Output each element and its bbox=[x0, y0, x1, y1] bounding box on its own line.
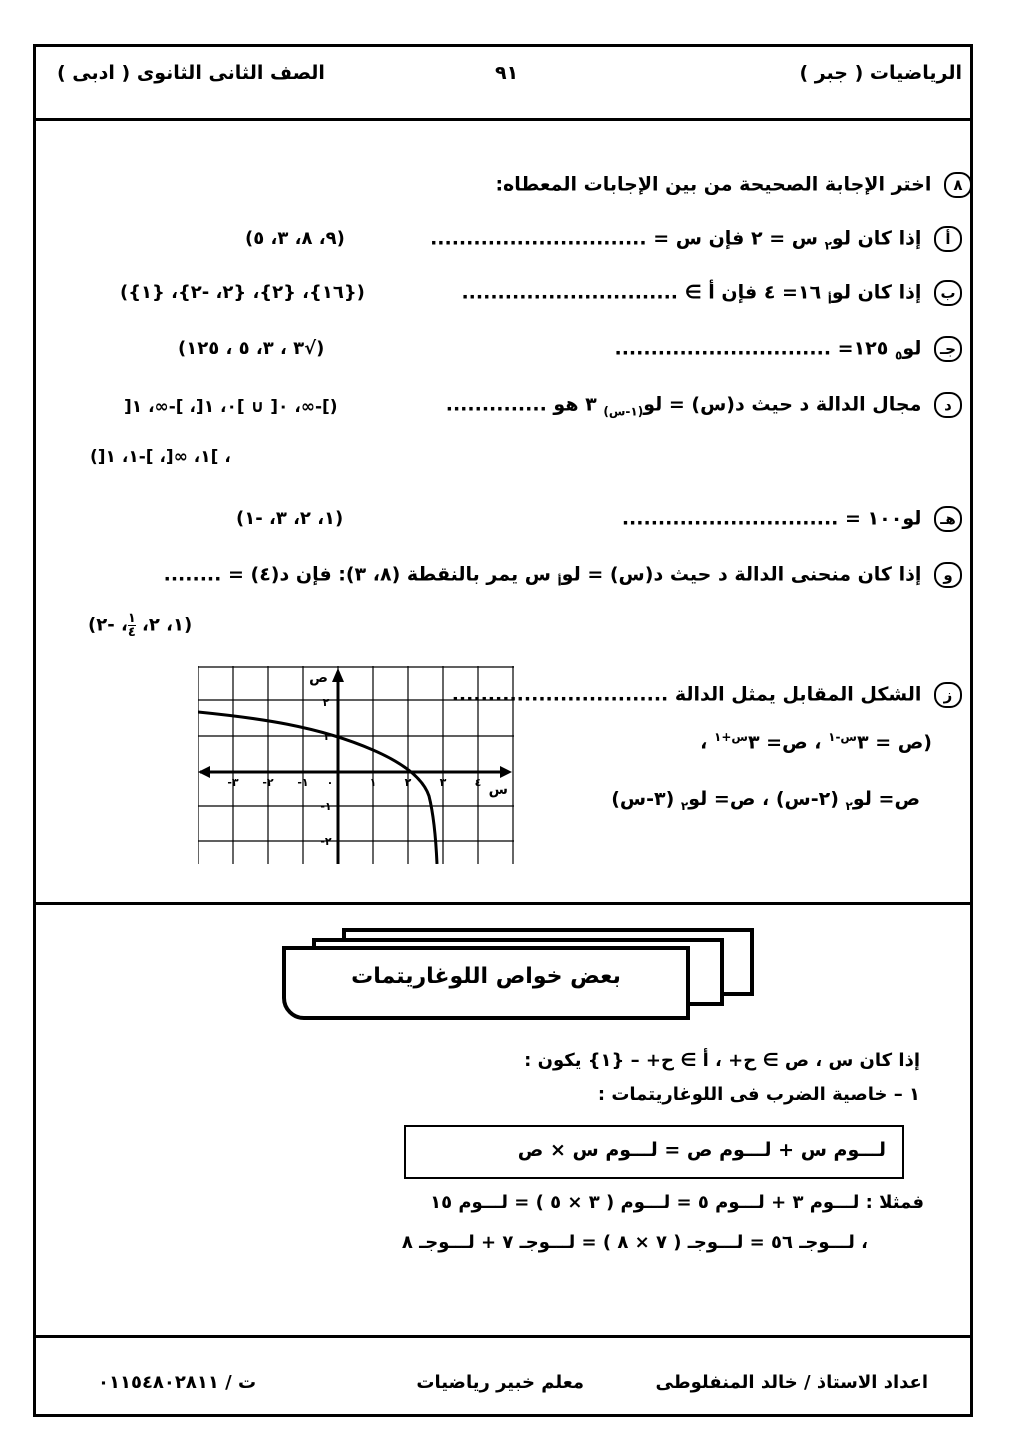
item-d-options-line2: ، ]١، ∞[، ]-١، ١[) bbox=[90, 447, 231, 467]
y-tick: ١ bbox=[322, 730, 330, 743]
y-tick: -٢ bbox=[320, 835, 332, 848]
x-axis-label: س bbox=[488, 782, 508, 798]
header-subject: الرياضيات ( جبر ) bbox=[799, 62, 962, 84]
item-f: و إذا كان منحنى الدالة د حيث د(س) = لو$_أ$ س يمر بالنقطة (٨، ٣): فإن د(٤) = ........ bbox=[164, 562, 962, 588]
formula-box bbox=[404, 1125, 904, 1179]
x-tick: ٣ bbox=[439, 776, 447, 789]
footer-title: معلم خبير رياضيات bbox=[416, 1372, 584, 1393]
item-b-letter: ب bbox=[934, 280, 962, 306]
question-number: ٨ bbox=[944, 172, 972, 198]
log-graph bbox=[198, 666, 514, 864]
item-e-options: (١، ٢، ٣، -١) bbox=[236, 508, 344, 529]
section-intro: إذا كان س ، ص ∋ ح+ ، أ ∋ ح+ – {١} يكون : bbox=[524, 1050, 920, 1071]
item-e-letter: هـ bbox=[934, 506, 962, 532]
item-c-letter: جـ bbox=[934, 336, 962, 362]
y-tick: -١ bbox=[320, 800, 332, 813]
formula-text: لـــوم س + لـــوم ص = لـــوم س × ص bbox=[517, 1139, 886, 1161]
item-f-letter: و bbox=[934, 562, 962, 588]
item-g-options-line1: (ص = $٣^{س-١}$ ، ص= $٣^{س+١}$ ، bbox=[700, 730, 932, 754]
title-box-front bbox=[282, 946, 690, 1020]
item-d: د مجال الدالة د حيث د(س) = لو$_{(١-س)}$ ٣ هو .............. bbox=[446, 392, 962, 418]
section-title: بعض خواص اللوغاريتمات bbox=[351, 964, 621, 989]
item-g: ز الشكل المقابل يمثل الدالة .............................. bbox=[452, 682, 962, 708]
example-2: ، لـــوجـ ٥٦ = لـــوجـ ( ٧ × ٨ ) = لـــوجـ ٧ + لـــوجـ ٨ bbox=[401, 1232, 868, 1253]
item-d-options-line1: (]-∞، ٠[ ∪ ]٠، ١[، ]-∞، ١[ bbox=[124, 397, 338, 417]
item-a: أ إذا كان لو$_٢$ س = ٢ فإن س = .............................. bbox=[430, 226, 962, 252]
header-grade: الصف الثانى الثانوى ( ادبى ) bbox=[57, 62, 325, 84]
item-a-letter: أ bbox=[934, 226, 962, 252]
header-rule bbox=[36, 118, 970, 121]
item-c: جـ لو$_٥$ ١٢٥= .............................. bbox=[615, 336, 963, 362]
footer-rule bbox=[36, 1335, 970, 1338]
item-b: ب إذا كان لو$_أ$ ١٦= ٤ فإن أ ∋ .............................. bbox=[461, 280, 962, 306]
x-tick: -١ bbox=[297, 776, 309, 789]
question-title bbox=[495, 172, 972, 198]
y-axis-label: ص bbox=[309, 670, 328, 686]
example-1: فمثلا : لـــوم ٣ + لـــوم ٥ = لـــوم ( ٣ × ٥ ) = لـــوم ١٥ bbox=[430, 1192, 924, 1213]
x-tick: ٢ bbox=[404, 776, 412, 789]
question-title-text: اختر الإجابة الصحيحة من بين الإجابات المعطاه: bbox=[495, 173, 932, 196]
x-tick: ٠ bbox=[326, 776, 334, 789]
item-a-options: (٩، ٨، ٣، ٥) bbox=[245, 228, 345, 249]
header-page-number: ٩١ bbox=[495, 62, 519, 84]
item-f-options: (١، ٢، ١ ٤ ، -٢) bbox=[88, 611, 193, 640]
property-title: ١ – خاصية الضرب فى اللوغاريتمات : bbox=[597, 1084, 920, 1105]
x-tick: ١ bbox=[369, 776, 377, 789]
x-tick: -٢ bbox=[262, 776, 274, 789]
footer-author: اعداد الاستاذ / خالد المنفلوطى bbox=[655, 1372, 928, 1393]
item-g-options-line2: ص= لو$_٢$ (٢-س) ، ص= لو$_٢$ (٣-س) bbox=[611, 788, 920, 813]
item-g-letter: ز bbox=[934, 682, 962, 708]
x-tick: ٤ bbox=[474, 776, 482, 789]
item-b-options: ({١٦}، {٢}، {٢، -٢}، {١}) bbox=[120, 282, 365, 303]
y-tick: ٢ bbox=[322, 696, 330, 709]
item-c-options: (√٣ ، ٣، ٥ ، ١٢٥) bbox=[178, 338, 325, 359]
x-tick: -٣ bbox=[227, 776, 239, 789]
footer-phone: ت / ٠١١٥٤٨٠٢٨١١ bbox=[98, 1372, 257, 1393]
section-rule bbox=[36, 902, 970, 905]
item-d-letter: د bbox=[934, 392, 962, 418]
item-e: هـ لو١٠٠ = .............................. bbox=[622, 506, 962, 532]
